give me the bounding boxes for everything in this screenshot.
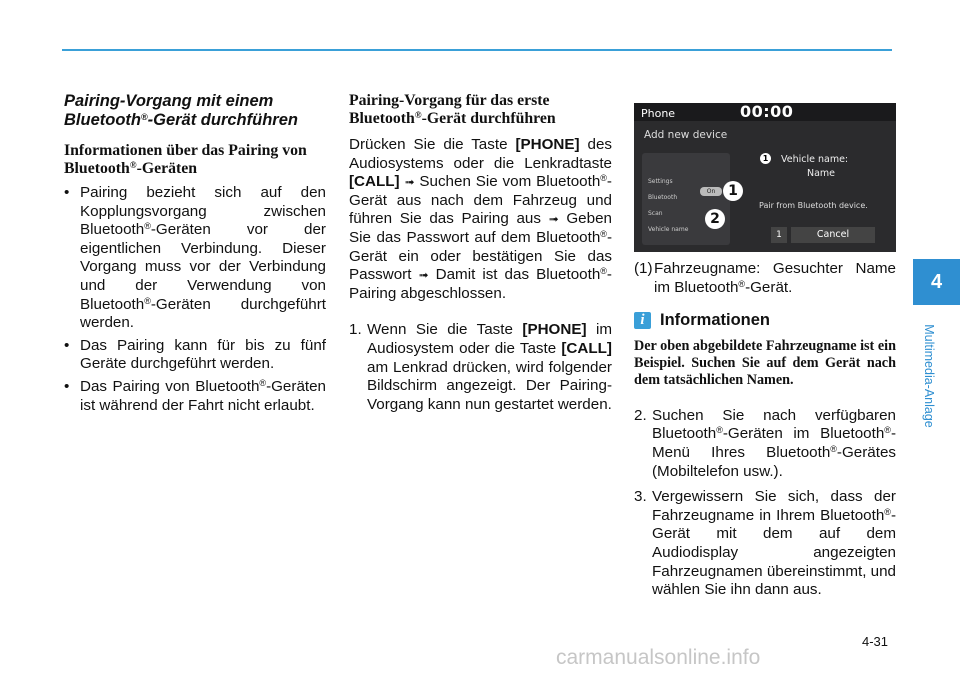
bullet2-text: Das Pairing kann für bis zu fünf Geräte durchgeführt werden.	[80, 336, 326, 373]
subheading-bluetooth: Bluetooth	[64, 160, 130, 177]
column-middle	[349, 92, 612, 414]
step1-text-a: Wenn Sie die Taste	[367, 321, 513, 339]
phone-key: [PHONE]	[515, 136, 580, 153]
registered-mark: ®	[144, 221, 151, 232]
bullet-item	[64, 184, 326, 333]
registered-mark: ®	[600, 228, 607, 239]
intro-text-5: Geben Sie das Passwort auf dem Bluetooth	[349, 210, 612, 246]
scan-label: Scan	[648, 210, 663, 217]
chapter-label	[919, 314, 939, 438]
chapter-tab: 4	[913, 259, 960, 305]
subheading-line1: Informationen über das Pairing von	[64, 142, 307, 159]
subheading-line1: Pairing-Vorgang für das erste	[349, 92, 550, 109]
vehicle-name-value: Name	[807, 168, 836, 179]
section-heading	[64, 92, 326, 130]
bullet-item	[64, 337, 326, 374]
registered-mark: ®	[716, 425, 723, 436]
settings-label: Settings	[648, 178, 673, 185]
bluetooth-label: Bluetooth	[648, 194, 678, 201]
caption-number: (1)	[634, 260, 653, 277]
heading-line1: Pairing-Vorgang mit einem	[64, 92, 274, 110]
screen-add-device: Add new device	[644, 129, 728, 141]
bullet3-text-a: Das Pairing von Bluetooth	[80, 377, 260, 395]
registered-mark: ®	[830, 443, 837, 454]
subheading-line2: -Gerät durchführen	[421, 110, 556, 127]
bullet3-text-b: -Geräten ist während der Fahrt nicht erlaubt.	[80, 377, 326, 414]
phone-key: [PHONE]	[522, 321, 587, 339]
registered-mark: ®	[600, 266, 607, 277]
caption-text-b: -Gerät.	[745, 278, 793, 296]
info-header	[634, 311, 896, 330]
call-key: [CALL]	[349, 173, 400, 191]
bullet1-text-b: -Geräten vor der eigentlichen Verbindung. Dieser Vorgang muss vor der Verbindung und der Verwendung von Bluetooth	[80, 221, 326, 313]
subheading-line2: -Geräten	[136, 160, 198, 177]
step2-text-c: -Menü Ihres Bluetooth	[652, 425, 896, 461]
step-number: 3.	[634, 488, 647, 506]
step2-text-d: -Gerätes (Mobiltelefon usw.).	[652, 443, 896, 480]
bluetooth-toggle: On	[700, 187, 722, 196]
registered-mark: ®	[600, 173, 607, 184]
info-icon: i	[634, 312, 651, 329]
settings-panel	[642, 153, 730, 245]
vehicle-name-small: Vehicle name	[648, 226, 689, 233]
screen-title: Phone	[641, 107, 676, 120]
phone-screen-image	[634, 103, 896, 252]
info-text: Der oben abgebildete Fahrzeugname ist ein Beispiel. Suchen Sie auf dem Gerät nach dem tatsächlichen Namen.	[634, 337, 896, 388]
pairing-panel	[751, 147, 894, 243]
intro-text-6: -Gerät ein oder bestätigen Sie das Passwort	[349, 228, 612, 284]
callout-2: 2	[705, 209, 725, 229]
marker-1: 1	[760, 153, 771, 164]
registered-mark: ®	[140, 112, 148, 122]
arrow-icon: ➟	[418, 268, 429, 283]
heading-line2: -Gerät durchführen	[147, 111, 298, 129]
callout-1: 1	[723, 181, 743, 201]
bullet1-text-a: Pairing bezieht sich auf den Kopplungsvorgang zwischen Bluetooth	[80, 184, 326, 239]
step2-text-b: -Geräten im Bluetooth	[722, 425, 885, 443]
cancel-button: Cancel	[791, 227, 875, 243]
intro-text-7: Damit ist das Bluetooth	[435, 266, 601, 284]
arrow-icon: ➟	[404, 175, 415, 190]
call-key: [CALL]	[561, 339, 612, 357]
info-title: Informationen	[660, 311, 770, 330]
subheading-bluetooth: Bluetooth	[349, 110, 415, 127]
column-left	[64, 92, 326, 419]
step3-text-a: Vergewissern Sie sich, dass der Fahrzeugname in Ihrem Bluetooth	[652, 488, 896, 524]
intro-text-8: -Pairing abgeschlossen.	[349, 266, 612, 302]
section-subheading	[349, 92, 612, 128]
watermark: carmanualsonline.info	[556, 646, 761, 669]
step-number: 2.	[634, 406, 647, 424]
column-right	[634, 97, 896, 600]
subheading	[64, 142, 326, 178]
bullet-item	[64, 378, 326, 415]
intro-text-3: Suchen Sie vom Bluetooth	[419, 173, 601, 191]
chapter-label-text: Multimedia-Anlage	[922, 324, 936, 428]
registered-mark: ®	[884, 506, 891, 517]
step3-text-b: -Gerät mit dem auf dem Audiodisplay angezeigten Fahrzeugnamen übereinstimmt, und wählen Sie ihn dann aus.	[652, 506, 896, 599]
passkey-button: 1	[771, 227, 787, 243]
bullet1-text-c: -Geräten durchgeführt werden.	[80, 295, 326, 332]
registered-mark: ®	[144, 295, 151, 306]
vehicle-name-label: Vehicle name:	[781, 154, 849, 165]
heading-bluetooth: Bluetooth	[64, 111, 141, 129]
arrow-icon: ➟	[548, 212, 559, 227]
intro-text-4: -Gerät aus nach dem Fahrzeug und führen Sie das Pairing aus	[349, 173, 612, 228]
page-number: 4-31	[862, 634, 889, 649]
step2-text-a: Suchen Sie nach verfügbaren Bluetooth	[652, 406, 896, 443]
step-number: 1.	[349, 321, 362, 339]
step1-text-b: im Audiosystem oder die Taste	[367, 321, 612, 357]
intro-text-1: Drücken Sie die Taste	[349, 136, 508, 153]
registered-mark: ®	[414, 110, 422, 120]
registered-mark: ®	[129, 160, 137, 170]
step-3	[634, 488, 896, 600]
intro-text-2: des Audiosystems oder die Lenkradtaste	[349, 136, 612, 172]
intro-paragraph	[349, 136, 612, 303]
pair-instruction: Pair from Bluetooth device.	[759, 201, 868, 210]
step1-text-c: am Lenkrad drücken, wird folgender Bildschirm angezeigt. Der Pairing-Vorgang kann nun gestartet werden.	[367, 358, 612, 413]
registered-mark: ®	[884, 425, 891, 436]
step-2	[634, 407, 896, 481]
header-rule	[62, 49, 892, 51]
registered-mark: ®	[259, 377, 267, 388]
registered-mark: ®	[738, 278, 746, 289]
step-1	[349, 321, 612, 414]
caption-text-a: Fahrzeugname: Gesuchter Name im Bluetooth	[654, 260, 896, 296]
screen-clock: 00:00	[740, 103, 794, 121]
caption	[634, 260, 896, 297]
